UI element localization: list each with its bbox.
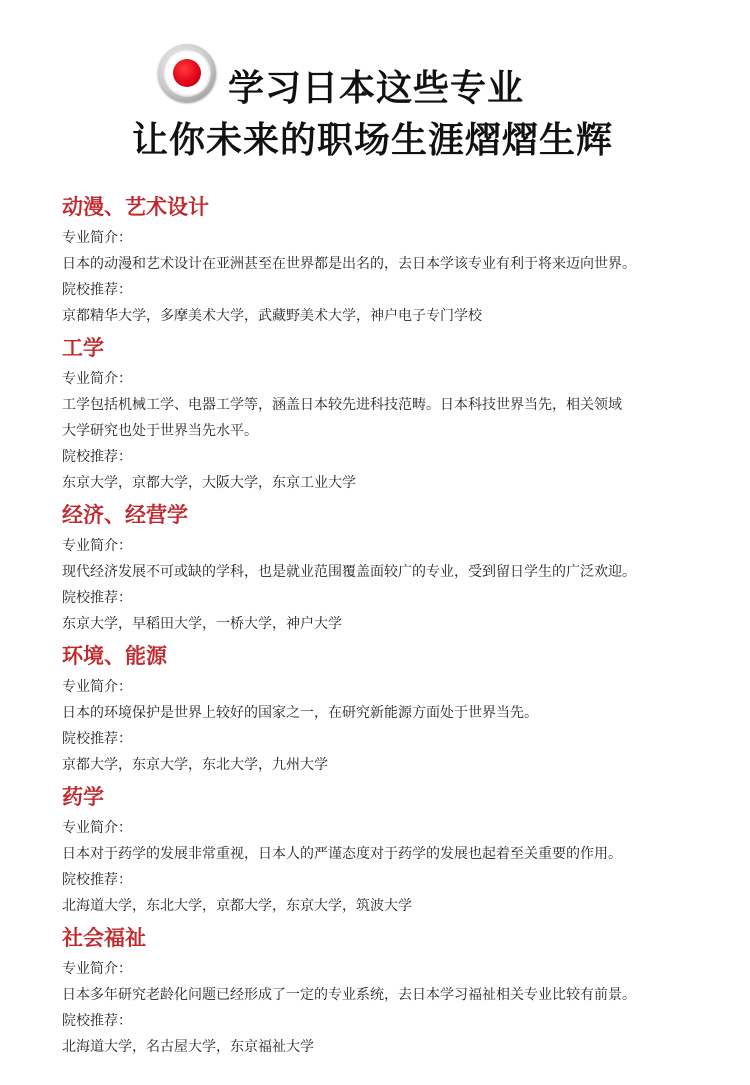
- major-section: [62, 500, 722, 637]
- school-label: 院校推荐：: [62, 282, 132, 298]
- school-label: 院校推荐：: [62, 872, 132, 888]
- school-label: 院校推荐：: [62, 449, 132, 465]
- flag-red-sun: [173, 59, 201, 87]
- major-title: 工学: [62, 336, 104, 360]
- school-list: 东京大学，京都大学，大阪大学，东京工业大学: [62, 475, 356, 491]
- header: [0, 0, 750, 180]
- school-label: 院校推荐：: [62, 1013, 132, 1029]
- school-label: 院校推荐：: [62, 731, 132, 747]
- intro-label: 专业简介：: [62, 961, 132, 977]
- flag-white-field: [163, 49, 211, 97]
- major-title: 动漫、艺术设计: [62, 195, 209, 219]
- major-list: [62, 192, 722, 1060]
- major-section: [62, 641, 722, 778]
- major-section: [62, 192, 722, 329]
- intro-text: 工学包括机械工学、电器工学等，涵盖日本较先进科技范畴。日本科技世界当先，相关领域: [62, 397, 622, 413]
- intro-text: 现代经济发展不可或缺的学科，也是就业范围覆盖面较广的专业，受到留日学生的广泛欢迎。: [62, 564, 636, 580]
- school-list: 北海道大学，东北大学，京都大学，东京大学，筑波大学: [62, 898, 412, 914]
- intro-text: 日本多年研究老龄化问题已经形成了一定的专业系统，去日本学习福祉相关专业比较有前景。: [62, 987, 636, 1003]
- school-list: 京都大学，东京大学，东北大学，九州大学: [62, 757, 328, 773]
- intro-label: 专业简介：: [62, 538, 132, 554]
- school-label: 院校推荐：: [62, 590, 132, 606]
- major-section: [62, 923, 722, 1060]
- intro-label: 专业简介：: [62, 371, 132, 387]
- page-title-line-2: 让你未来的职场生涯熠熠生辉: [132, 120, 614, 161]
- major-title: 经济、经营学: [62, 503, 188, 527]
- major-section: [62, 333, 722, 496]
- major-title: 社会福祉: [62, 926, 146, 950]
- japan-flag-icon: [158, 44, 216, 102]
- page-title-line-1: 学习日本这些专业: [228, 68, 525, 109]
- major-section: [62, 782, 722, 919]
- major-title: 环境、能源: [62, 644, 167, 668]
- school-list: 京都精华大学，多摩美术大学，武藏野美术大学，神户电子专门学校: [62, 308, 482, 324]
- intro-label: 专业简介：: [62, 820, 132, 836]
- intro-text: 日本对于药学的发展非常重视，日本人的严谨态度对于药学的发展也起着至关重要的作用。: [62, 846, 622, 862]
- school-list: 东京大学，早稻田大学，一桥大学，神户大学: [62, 616, 342, 632]
- major-title: 药学: [62, 785, 104, 809]
- intro-label: 专业简介：: [62, 679, 132, 695]
- intro-label: 专业简介：: [62, 230, 132, 246]
- intro-text: 大学研究也处于世界当先水平。: [62, 423, 258, 439]
- intro-text: 日本的环境保护是世界上较好的国家之一，在研究新能源方面处于世界当先。: [62, 705, 538, 721]
- intro-text: 日本的动漫和艺术设计在亚洲甚至在世界都是出名的，去日本学该专业有利于将来迈向世界。: [62, 256, 636, 272]
- school-list: 北海道大学，名古屋大学，东京福祉大学: [62, 1039, 314, 1055]
